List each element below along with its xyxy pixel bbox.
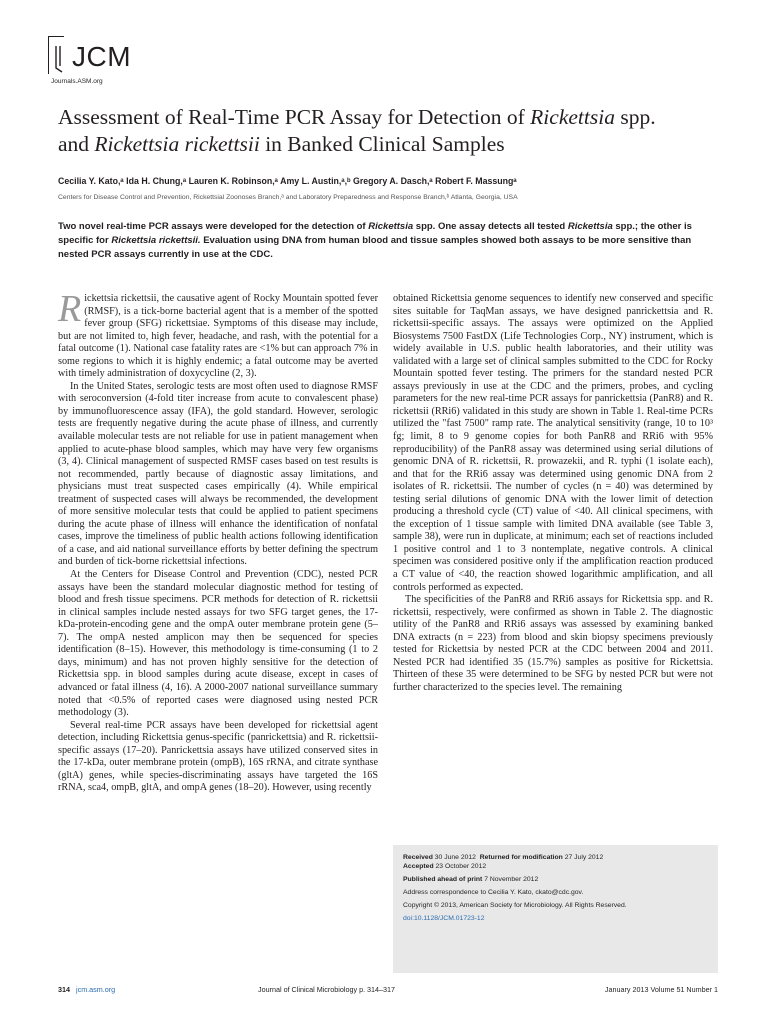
logo-mark-icon	[54, 42, 66, 74]
body-column-left	[58, 288, 378, 795]
journal-citation: Journal of Clinical Microbiology p. 314–317	[258, 985, 396, 994]
abstract: Two novel real-time PCR assays were developed for the detection of Rickettsia spp. One assay detects all tested Rickettsia spp.; the other is specific for Rickettsia rickettsii. Evaluation using DNA from human blood and tissue samples showed both assays to be more sensitive than nested PCR assays currently in use at the CDC.	[58, 221, 692, 261]
body-paragraph: obtained Rickettsia genome sequences to identify new conserved and specific sites suitable for TaqMan assays, we have designed panrickettsia and R. rickettsii-specific assays. The assays were optimized on the Applied Biosystems 7500 FastDX (Life Technologies Corp., NY) instrument, which is widely available in U.S. public health laboratories, and their utility was validated with a large set of clinical samples submitted to the CDC for Rocky Mountain spotted fever testing. The primers for the standard nested PCR assays previously in use at the CDC and the primers, probes, and cycling parameters for the new real-time PCR assays for panrickettsia (PanR8) and R. rickettsii (RRi6) validated in this study are shown in Table 1. Real-time PCRs utilized the "fast 7500" ramp rate. The analytical sensitivity (range, 10 to 10³ fg; limit, 8 to 9 genome copies for both PanR8 and RRi6 with 95% reproducibility) of the PanR8 assay was determined using serial dilutions of genomic DNA of R. rickettsii, R. prowazekii, and R. typhi (1 isolate each), and that for the RRi6 assay was determined using genomic DNA from 2 isolates of R. rickettsii. The number of cycles (n = 40) was determined by testing serial dilutions of genomic DNA with the lower limit of detection producing a threshold cycle (CT) value of <40. All clinical specimens, with the exception of 1 tissue sample with limited DNA available (see Table 3, sample 38), were run in duplicate, at minimum; each set of reactions included 1 positive control and 1 to 3 nontemplate, negative controls. A clinical specimen was considered positive only if the amplification reaction produced a CT value of <40, the reaction showed logarithmic amplification, and all controls performed as expected.	[393, 293, 713, 593]
journal-site-link[interactable]: jcm.asm.org	[76, 985, 116, 994]
body-paragraph: In the United States, serologic tests are most often used to diagnose RMSF with seroconversion (4-fold titer increase from acute to convalescent phase) by immunofluorescence assay (IFA), the gold standard. However, serologic tests are frequently negative during the acute phase of illness, and currently available molecular tests are not reliable for use in patient management when applied to acute-phase blood samples, which may have very few organisms (3, 4). Clinical management of suspected RMSF cases based on test results is not recommended, partly because of diagnostic assay limitations, and physicians must treat suspected cases empirically (4). While empirical treatment of suspected cases will always be recommended, the development of more sensitive molecular tests that could be applied to patient specimens during the acute phase of illness will enhance the identification of nonfatal cases, improve the timeliness of public health actions following identification of a case, and aid national surveillance efforts by better defining the spectrum and burden of tick-borne rickettsial infections.	[58, 380, 378, 568]
logo-url[interactable]: Journals.ASM.org	[51, 78, 103, 85]
author-list: Cecilia Y. Kato,ᵃ Ida H. Chung,ᵃ Lauren K. Robinson,ᵃ Amy L. Austin,ᵃ,ᵇ Gregory A. Dasch,ᵃ Robert F. Massungᵃ	[58, 176, 517, 186]
article-title: Assessment of Real-Time PCR Assay for Detection of Rickettsia spp. and Rickettsia rickettsii in Banked Clinical Samples	[58, 105, 656, 156]
body-paragraph: Several real-time PCR assays have been developed for rickettsial agent detection, including Rickettsia genus-specific (panrickettsia) and R. rickettsii-specific assays (17–20). Panrickettsia assays have utilized conserved sites in the 17-kDa, outer membrane protein (ompB), 16S rRNA, and citrate synthase (gltA) genes, while species-discriminating assays have targeted the 16S rRNA, sca4, ompB, gltA, and ompA genes (18–20). However, using recently	[58, 719, 378, 794]
body-paragraph: At the Centers for Disease Control and Prevention (CDC), nested PCR assays have been the standard molecular diagnostic method for testing of blood and fresh tissue specimens. PCR methods for detection of R. rickettsii in clinical samples include nested assays for two SFG target genes, the 17-kDa-protein-encoding gene and the ompA outer membrane protein gene (5–7). The ompA nested amplicon may then be sequenced for species identification (8–15). However, this methodology is time-consuming (1 to 2 days, minimum) and has not proven highly sensitive for the detection of Rickettsia spp. in blood samples during acute disease, except in cases of advanced or fatal illness (4, 16). A 2000-2007 national surveillance summary noted that <0.5% of reported cases were diagnosed using nested PCR methodology (3).	[58, 569, 378, 719]
body-paragraph: The specificities of the PanR8 and RRi6 assays for Rickettsia spp. and R. rickettsii, respectively, were confirmed as shown in Table 2. The diagnostic utility of the PanR8 and RRi6 assays was assessed by examining banked DNA extracts (n = 223) from blood and skin biopsy specimens previously tested for Rickettsia by nested PCR at the CDC between 2004 and 2011. Nested PCR had identified 35 (15.7%) samples as positive for Rickettsia. Thirteen of these 35 were determined to be SFG by nested PCR but were not further characterized to the species level. The remaining	[393, 594, 713, 693]
body-paragraph: Rickettsia rickettsii, the causative agent of Rocky Mountain spotted fever (RMSF), is a tick-borne bacterial agent that is a member of the spotted fever group (SFG) rickettsiae. Symptoms of this disease may include, but are not limited to, high fever, headache, and rash, with the potential for a fatal outcome (1). National case fatality rates are <1% but can approach 7% in some regions to which it is highly endemic; a fatal outcome may be averted with timely administration of doxycycline (2, 3).	[58, 288, 378, 380]
body-column-right	[393, 293, 713, 695]
journal-logo	[48, 36, 158, 92]
doi-link[interactable]: doi:10.1128/JCM.01723-12	[403, 915, 485, 922]
page-number: 314	[58, 985, 70, 994]
logo-name: JCM	[72, 41, 132, 72]
affiliation: Centers for Disease Control and Prevention, Rickettsial Zoonoses Branch,ᵃ and Laboratory Preparedness and Response Branch,ᵇ Atlanta, Georgia, USA	[58, 194, 518, 201]
drop-cap: R	[58, 288, 82, 330]
published-line: Published ahead of print 7 November 2012	[403, 876, 539, 883]
received-line: Received 30 June 2012 Returned for modification 27 July 2012 Accepted 23 October 2012	[403, 854, 604, 870]
article-info-box	[393, 845, 718, 973]
issue-info: January 2013 Volume 51 Number 1	[604, 985, 718, 994]
correspondence-line: Address correspondence to Cecilia Y. Kato, ckato@cdc.gov.	[403, 889, 584, 896]
copyright-line: Copyright © 2013, American Society for Microbiology. All Rights Reserved.	[403, 902, 627, 909]
